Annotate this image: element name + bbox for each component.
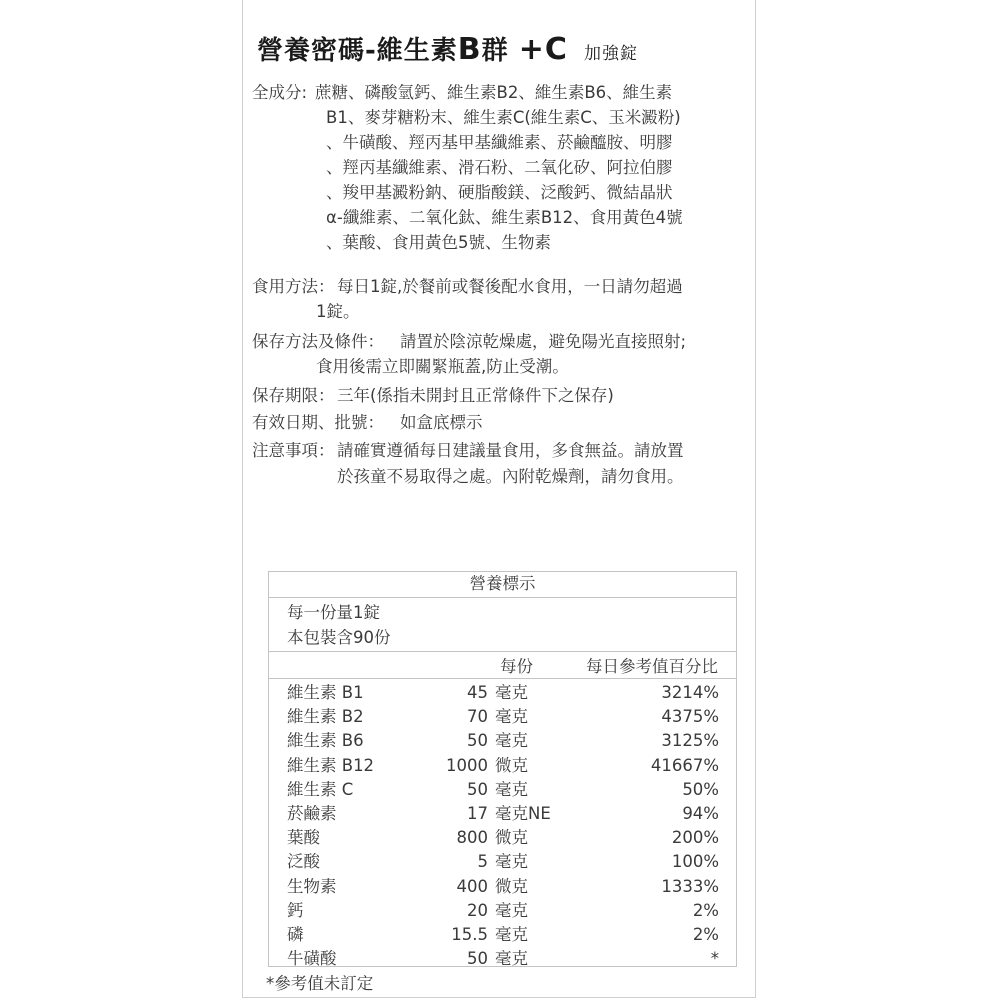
nutrient-unit: 毫克: [495, 731, 528, 751]
serving-size: 每一份量1錠: [287, 603, 380, 622]
nutrient-daily-pct: 3125%: [661, 731, 719, 751]
title-plus-c: +C: [518, 32, 568, 67]
expiry-label: 有效日期、批號：: [252, 413, 384, 432]
nutrient-name: 維生素 B12: [287, 755, 375, 775]
nutrient-daily-pct: 41667%: [650, 755, 719, 775]
nutrient-row: [269, 802, 736, 826]
nutrient-row: [269, 826, 736, 850]
storage-line: 請置於陰涼乾燥處，避免陽光直接照射;: [400, 332, 687, 351]
nutrient-amount: 15.5: [451, 924, 488, 944]
ingredients-line: 、葉酸、食用黃色5號、生物素: [326, 233, 551, 252]
storage-line: 食用後需立即關緊瓶蓋,防止受潮。: [316, 357, 569, 376]
nutrient-daily-pct: 50%: [682, 779, 719, 799]
nutrient-name: 牛磺酸: [287, 949, 337, 969]
ingredients-line: 、羥丙基纖維素、滑石粉、二氧化矽、阿拉伯膠: [326, 158, 673, 177]
nutrient-row: [269, 899, 736, 923]
ingredients-line: α-纖維素、二氧化鈦、維生素B12、食用黃色4號: [326, 208, 683, 227]
shelf-life-value: 三年(係指未開封且正常條件下之保存): [337, 386, 614, 405]
nutrient-amount: 50: [467, 779, 488, 799]
title-group: 群: [481, 36, 509, 66]
notes-line: 於孩童不易取得之處。內附乾燥劑，請勿食用。: [337, 467, 684, 486]
col-per-serving: 每份: [500, 657, 533, 676]
shelf-life-label: 保存期限：: [252, 386, 335, 405]
nutrient-row: [269, 754, 736, 778]
nutrient-unit: 微克: [495, 828, 528, 848]
col-daily-value: 每日參考值百分比: [586, 657, 718, 676]
expiry-value: 如盒底標示: [400, 413, 483, 432]
nutrient-name: 泛酸: [287, 852, 320, 872]
nutrient-daily-pct: 1333%: [661, 876, 719, 896]
title-main: 營養密碼-維生素: [257, 36, 458, 66]
nutrient-row: [269, 923, 736, 947]
footnote: *參考值未訂定: [266, 974, 374, 993]
nutrient-amount: 70: [467, 707, 488, 727]
nutrient-amount: 50: [467, 949, 488, 969]
nutrient-name: 鈣: [287, 900, 304, 920]
nutrition-title: 營養標示: [269, 572, 736, 598]
nutrition-facts-table: [268, 571, 737, 967]
nutrient-row: [269, 729, 736, 753]
nutrient-row: [269, 705, 736, 729]
nutrient-daily-pct: 3214%: [661, 683, 719, 702]
notes-label: 注意事項：: [252, 441, 335, 460]
nutrient-name: 維生素 B6: [287, 731, 364, 751]
nutrient-name: 菸鹼素: [287, 803, 337, 823]
ingredients-line: 、羧甲基澱粉鈉、硬脂酸鎂、泛酸鈣、微結晶狀: [326, 183, 673, 202]
nutrient-unit: 微克: [495, 755, 528, 775]
nutrient-name: 維生素 B2: [287, 707, 364, 727]
nutrient-name: 生物素: [287, 876, 337, 896]
nutrient-unit: 毫克: [495, 900, 528, 920]
title-b: B: [457, 32, 482, 67]
storage-label: 保存方法及條件：: [252, 332, 384, 351]
nutrient-daily-pct: 200%: [671, 828, 719, 848]
nutrient-name: 磷: [287, 924, 304, 944]
serving-info: [269, 597, 736, 652]
nutrient-amount: 17: [467, 803, 488, 823]
product-title: [257, 30, 638, 67]
nutrient-daily-pct: 2%: [692, 924, 719, 944]
notes-line: 請確實遵循每日建議量食用，多食無益。請放置: [337, 441, 684, 460]
nutrient-name: 維生素 B1: [287, 683, 364, 702]
nutrient-row: [269, 947, 736, 971]
nutrient-daily-pct: 94%: [682, 803, 719, 823]
nutrient-name: 葉酸: [287, 828, 320, 848]
usage-label: 食用方法：: [252, 277, 335, 296]
nutrient-row: [269, 875, 736, 899]
nutrient-name: 維生素 C: [287, 779, 354, 799]
nutrient-unit: 毫克: [495, 779, 528, 799]
nutrient-row: [269, 681, 736, 705]
nutrient-daily-pct: 100%: [671, 852, 719, 872]
usage-line: 每日1錠,於餐前或餐後配水食用，一日請勿超過: [337, 277, 683, 296]
ingredients-label: 全成分:: [252, 83, 308, 102]
nutrient-daily-pct: *: [710, 949, 719, 969]
nutrient-unit: 毫克: [495, 949, 528, 969]
nutrition-header-row: [269, 651, 736, 679]
title-suffix: 加強錠: [583, 44, 638, 64]
servings-per-package: 本包裝含90份: [287, 628, 391, 647]
nutrient-unit: 毫克: [495, 707, 528, 727]
nutrient-amount: 400: [456, 876, 488, 896]
nutrient-unit: 毫克: [495, 924, 528, 944]
nutrient-amount: 45: [467, 683, 488, 702]
nutrient-unit: 毫克: [495, 852, 528, 872]
nutrient-row: [269, 778, 736, 802]
nutrient-row: [269, 850, 736, 874]
nutrient-daily-pct: 4375%: [661, 707, 719, 727]
nutrition-rows: [269, 681, 736, 971]
ingredients-line: 、牛磺酸、羥丙基甲基纖維素、菸鹼醯胺、明膠: [326, 133, 673, 152]
usage-line: 1錠。: [316, 302, 360, 321]
nutrient-unit: 毫克: [495, 683, 528, 702]
nutrient-amount: 1000: [446, 755, 488, 775]
nutrient-amount: 5: [477, 852, 488, 872]
nutrient-unit: 微克: [495, 876, 528, 896]
nutrient-amount: 50: [467, 731, 488, 751]
nutrient-unit: 毫克NE: [495, 803, 551, 823]
nutrient-daily-pct: 2%: [692, 900, 719, 920]
ingredients-line: B1、麥芽糖粉末、維生素C(維生素C、玉米澱粉): [326, 108, 681, 127]
nutrient-amount: 20: [467, 900, 488, 920]
nutrient-amount: 800: [456, 828, 488, 848]
ingredients-line: 蔗糖、磷酸氫鈣、維生素B2、維生素B6、維生素: [315, 83, 673, 102]
